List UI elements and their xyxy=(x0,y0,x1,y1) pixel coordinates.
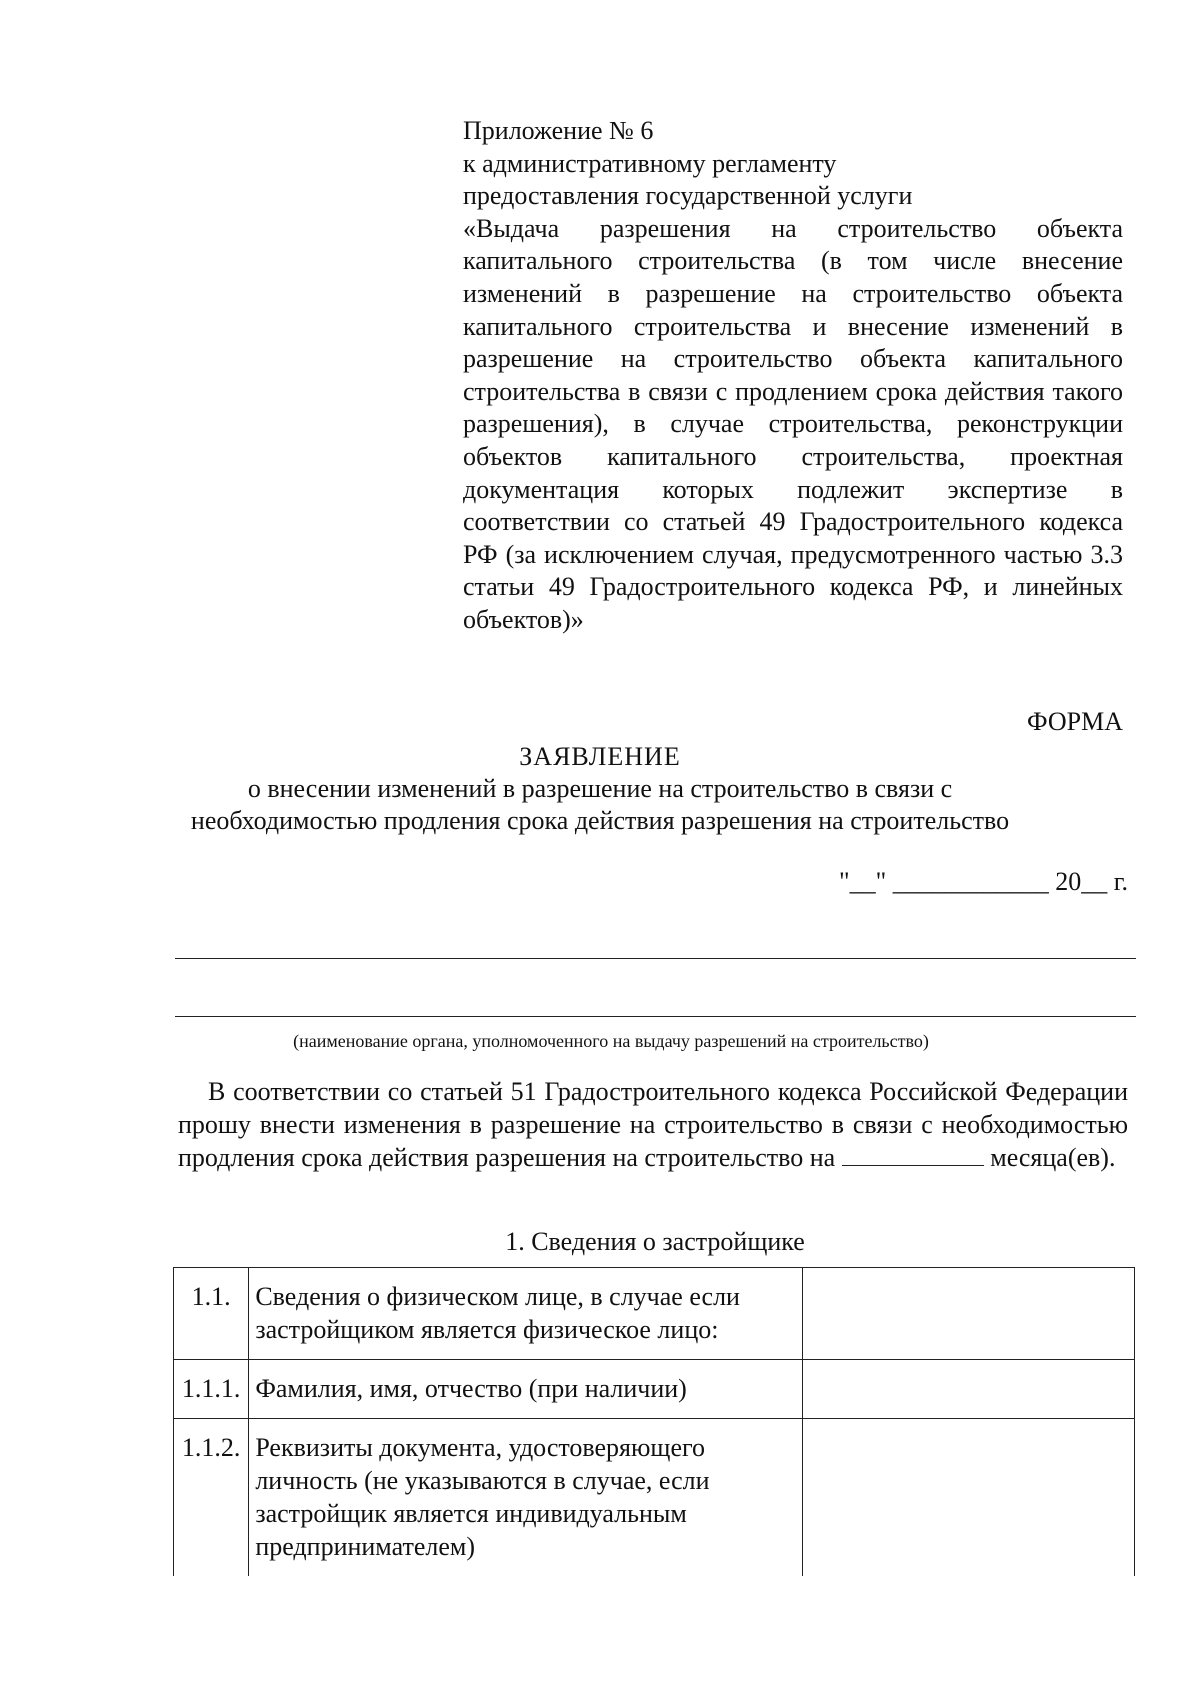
authority-caption: (наименование органа, уполномоченного на выдачу разрешений на строительство) xyxy=(293,1031,929,1051)
annex-reference: к административному регламенту xyxy=(463,148,837,178)
row-number: 1.1.2. xyxy=(174,1419,249,1577)
row-number: 1.1. xyxy=(174,1268,249,1360)
table-row xyxy=(174,1360,1135,1419)
document-subtitle-line-2: необходимостью продления срока действия разрешения на строительство xyxy=(190,806,1010,835)
date-field[interactable]: "__" ____________ 20__ г. xyxy=(839,867,1128,896)
annex-service: предоставления государственной услуги xyxy=(463,181,913,211)
builder-info-table xyxy=(173,1267,1135,1576)
row-description: Фамилия, имя, отчество (при наличии) xyxy=(249,1360,802,1419)
row-value-field[interactable] xyxy=(802,1268,1134,1360)
row-value-field[interactable] xyxy=(802,1419,1134,1577)
table-row xyxy=(174,1268,1135,1360)
request-statement-text: В соответствии со статьей 51 Градостроительного кодекса Российской Федерации прошу внести изменения в разрешение на строительство в связи с необходимостью продления срока действия разрешения на строительство на xyxy=(178,1077,1128,1172)
months-blank-field[interactable] xyxy=(842,1143,984,1166)
document-subtitle-line-1: о внесении изменений в разрешение на строительство в связи с xyxy=(247,774,953,803)
annex-service-name: «Выдача разрешения на строительство объекта капитального строительства (в том числе внесение изменений в разрешение на строительство объекта капитального строительства и внесение изменений в разрешение на строительство объекта капитального строительства в связи с продлением срока действия такого разрешения), в случае строительства, реконструкции объектов капитального строительства, проектная документация которых подлежит экспертизе в соответствии со статьей 49 Градостроительного кодекса РФ (за исключением случая, предусмотренного частью 3.3 статьи 49 Градостроительного кодекса РФ, и линейных объектов)» xyxy=(463,213,1123,634)
table-row xyxy=(174,1419,1135,1577)
request-statement xyxy=(178,1075,1128,1174)
request-statement-suffix: месяца(ев). xyxy=(983,1143,1116,1172)
row-description: Реквизиты документа, удостоверяющего личность (не указываются в случае, если застройщик является индивидуальным предпринимателем) xyxy=(249,1419,802,1577)
authority-name-field-line-2[interactable] xyxy=(175,1016,1136,1017)
row-description: Сведения о физическом лице, в случае если застройщиком является физическое лицо: xyxy=(249,1268,802,1360)
annex-number: Приложение № 6 xyxy=(463,116,654,145)
document-title xyxy=(0,741,1200,837)
annex-header xyxy=(463,115,1123,637)
document-heading: ЗАЯВЛЕНИЕ xyxy=(519,742,681,771)
authority-name-field-line-1[interactable] xyxy=(175,958,1136,959)
row-value-field[interactable] xyxy=(802,1360,1134,1419)
section-1-title: 1. Сведения о застройщике xyxy=(505,1227,805,1256)
form-label: ФОРМА xyxy=(1027,707,1123,736)
row-number: 1.1.1. xyxy=(174,1360,249,1419)
